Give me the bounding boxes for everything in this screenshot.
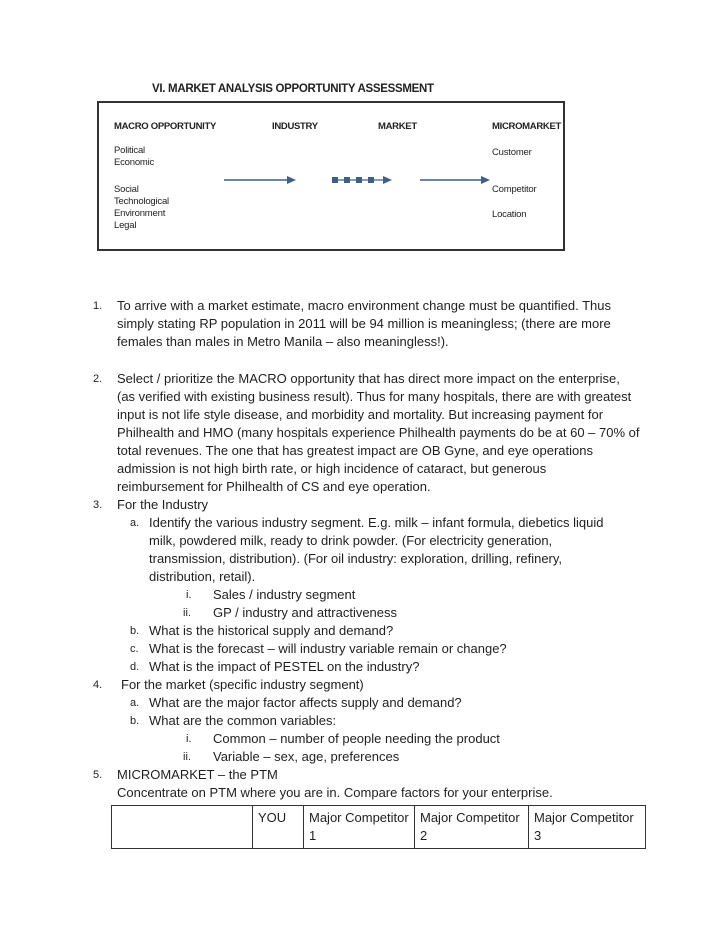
item-3b-text: What is the historical supply and demand? <box>149 623 394 638</box>
item-2-line-1: Select / prioritize the MACRO opportunity that has direct more impact on the enterprise, <box>117 371 620 386</box>
item-3a-line-2: milk, powdered milk, ready to drink powder. (For electricity generation, <box>149 533 553 548</box>
item-1-line-3: females than males in Metro Manila – also meaningless!). <box>117 334 449 349</box>
macro-item-economic: Economic <box>114 157 155 168</box>
header-macro-opportunity: MACRO OPPORTUNITY <box>114 121 217 132</box>
item-3a-line-3: transmission, distribution). (For oil industry: exploration, drilling, refinery, <box>149 551 563 566</box>
item-1-line-1: To arrive with a market estimate, macro environment change must be quantified. Thus <box>117 298 611 313</box>
item-3a-i-label: i. <box>186 589 192 601</box>
table-header-competitor-1: Major Competitor 1 <box>304 806 415 849</box>
item-2-line-5: total revenues. The one that has greatest impact are OB Gyne, and eye operations <box>117 443 593 458</box>
item-4a-label: a. <box>130 697 140 709</box>
item-4-title: For the market (specific industry segment) <box>121 677 364 692</box>
competitor-comparison-table <box>111 805 646 849</box>
item-3a-line-4: distribution, retail). <box>149 569 256 584</box>
item-5-line: Concentrate on PTM where you are in. Compare factors for your enterprise. <box>117 785 553 800</box>
header-market: MARKET <box>378 121 417 132</box>
micro-item-location: Location <box>492 209 527 220</box>
diagram-arrows <box>220 170 490 190</box>
item-2-line-6: admission is not high birth rate, or high incidence of cataract, but generous <box>117 461 547 476</box>
item-3-number: 3. <box>93 499 103 511</box>
macro-item-technological: Technological <box>114 196 169 207</box>
item-2-line-3: input is not life style disease, and morbidity and mortality. But increasing payment for <box>117 407 604 422</box>
item-1-number: 1. <box>93 300 103 312</box>
item-3-title: For the Industry <box>117 497 209 512</box>
item-5-number: 5. <box>93 769 103 781</box>
header-micromarket: MICROMARKET <box>492 121 561 132</box>
table-header-you: YOU <box>253 806 304 849</box>
item-4b-label: b. <box>130 715 140 727</box>
item-2-line-7: reimbursement for Philhealth of CS and eye operation. <box>117 479 431 494</box>
item-3c-text: What is the forecast – will industry variable remain or change? <box>149 641 507 656</box>
micro-item-customer: Customer <box>492 147 532 158</box>
item-4b-ii-text: Variable – sex, age, preferences <box>213 749 400 764</box>
macro-item-social: Social <box>114 184 139 195</box>
item-1-line-2: simply stating RP population in 2011 will be 94 million is meaningless; (there are more <box>117 316 611 331</box>
item-3a-ii-label: ii. <box>183 607 191 619</box>
macro-item-environment: Environment <box>114 208 166 219</box>
item-5-title: MICROMARKET – the PTM <box>117 767 278 782</box>
macro-item-legal: Legal <box>114 220 137 231</box>
item-3d-label: d. <box>130 661 140 673</box>
table-header-competitor-2: Major Competitor 2 <box>415 806 529 849</box>
item-2-number: 2. <box>93 373 103 385</box>
item-3c-label: c. <box>130 643 139 655</box>
macro-item-political: Political <box>114 145 145 156</box>
table-cell-blank <box>112 806 253 849</box>
item-3a-i-text: Sales / industry segment <box>213 587 356 602</box>
item-4a-text: What are the major factor affects supply and demand? <box>149 695 462 710</box>
item-2-line-4: Philhealth and HMO (many hospitals experience Philhealth payments do be at 60 – 70% of <box>117 425 640 440</box>
item-4-number: 4. <box>93 679 103 691</box>
arrow-market-to-micromarket <box>420 176 490 184</box>
item-3a-line-1: Identify the various industry segment. E.g. milk – infant formula, diebetics liquid <box>149 515 604 530</box>
item-3a-ii-text: GP / industry and attractiveness <box>213 605 398 620</box>
arrow-macro-to-industry <box>224 176 296 184</box>
item-4b-i-label: i. <box>186 733 192 745</box>
item-2-line-2: (as verified with existing business result). Thus for many hospitals, there are with greatest <box>117 389 632 404</box>
diagram-title: VI. MARKET ANALYSIS OPPORTUNITY ASSESSMENT <box>152 83 434 95</box>
item-3a-label: a. <box>130 517 140 529</box>
table-header-competitor-3: Major Competitor 3 <box>529 806 646 849</box>
item-3d-text: What is the impact of PESTEL on the industry? <box>149 659 420 674</box>
arrow-industry-to-market <box>332 176 392 184</box>
header-industry: INDUSTRY <box>272 121 318 132</box>
table-row <box>112 806 646 849</box>
item-3b-label: b. <box>130 625 140 637</box>
micro-item-competitor: Competitor <box>492 184 537 195</box>
item-4b-text: What are the common variables: <box>149 713 337 728</box>
item-4b-ii-label: ii. <box>183 751 191 763</box>
item-4b-i-text: Common – number of people needing the product <box>213 731 500 746</box>
